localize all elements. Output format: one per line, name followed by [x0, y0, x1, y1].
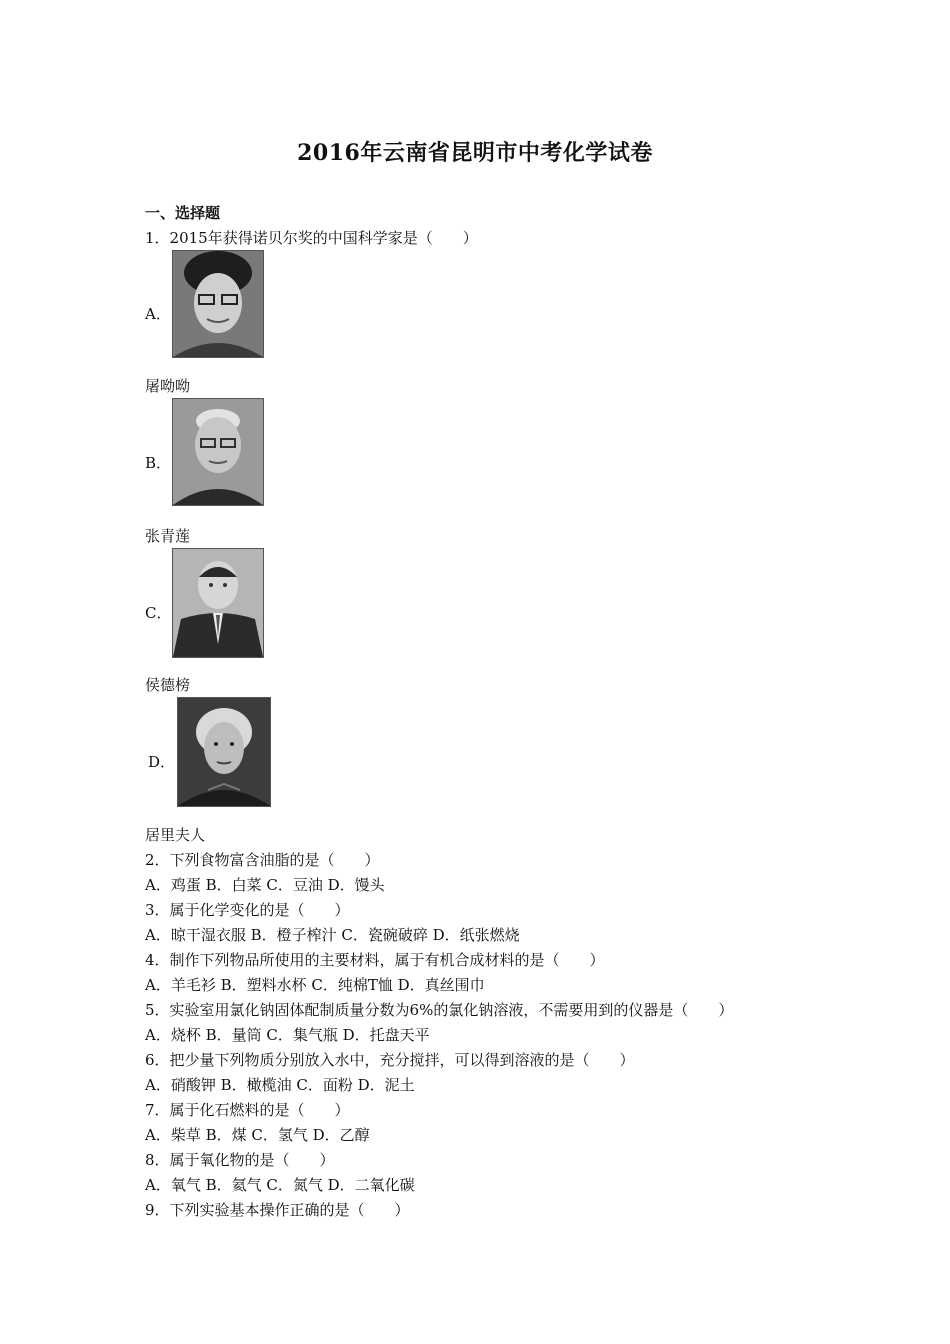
question-6-options: A．硝酸钾 B．橄榄油 C．面粉 D．泥土	[145, 1076, 415, 1094]
option-d-name: 居里夫人	[145, 826, 206, 844]
question-6-stem: 6．把少量下列物质分别放入水中，充分搅拌，可以得到溶液的是（ ）	[145, 1051, 635, 1069]
option-c-label: C．	[145, 604, 172, 622]
question-4-stem: 4．制作下列物品所使用的主要材料，属于有机合成材料的是（ ）	[145, 951, 605, 969]
question-4-options: A．羊毛衫 B．塑料水杯 C．纯棉T恤 D．真丝围巾	[145, 976, 485, 994]
portrait-photo-b	[172, 398, 264, 506]
question-8-stem: 8．属于氧化物的是（ ）	[145, 1151, 335, 1169]
question-2-stem: 2．下列食物富含油脂的是（ ）	[145, 851, 380, 869]
question-5-stem: 5．实验室用氯化钠固体配制质量分数为6%的氯化钠溶液，不需要用到的仪器是（ ）	[145, 1001, 734, 1019]
portrait-photo-c	[172, 548, 264, 658]
option-b-name: 张青莲	[145, 527, 191, 545]
question-3-stem: 3．属于化学变化的是（ ）	[145, 901, 350, 919]
question-5-options: A．烧杯 B．量筒 C．集气瓶 D．托盘天平	[145, 1026, 430, 1044]
question-8-options: A．氧气 B．氦气 C．氮气 D．二氧化碳	[145, 1176, 415, 1194]
page-title: 2016年云南省昆明市中考化学试卷	[297, 140, 653, 166]
question-3-options: A．晾干湿衣服 B．橙子榨汁 C．瓷碗破碎 D．纸张燃烧	[145, 926, 520, 944]
option-a-name: 屠呦呦	[145, 377, 191, 395]
question-1-stem: 1．2015年获得诺贝尔奖的中国科学家是（ ）	[145, 229, 478, 247]
question-2-options: A．鸡蛋 B．白菜 C．豆油 D．馒头	[145, 876, 385, 894]
question-7-options: A．柴草 B．煤 C．氢气 D．乙醇	[145, 1126, 370, 1144]
option-b-label: B．	[145, 454, 172, 472]
section-heading: 一、选择题	[145, 204, 221, 222]
option-a-label: A．	[145, 305, 171, 323]
option-c-name: 侯德榜	[145, 676, 191, 694]
portrait-photo-d	[177, 697, 271, 807]
question-9-stem: 9．下列实验基本操作正确的是（ ）	[145, 1201, 410, 1219]
option-d-label: D．	[148, 753, 176, 771]
portrait-photo-a	[172, 250, 264, 358]
question-7-stem: 7．属于化石燃料的是（ ）	[145, 1101, 350, 1119]
